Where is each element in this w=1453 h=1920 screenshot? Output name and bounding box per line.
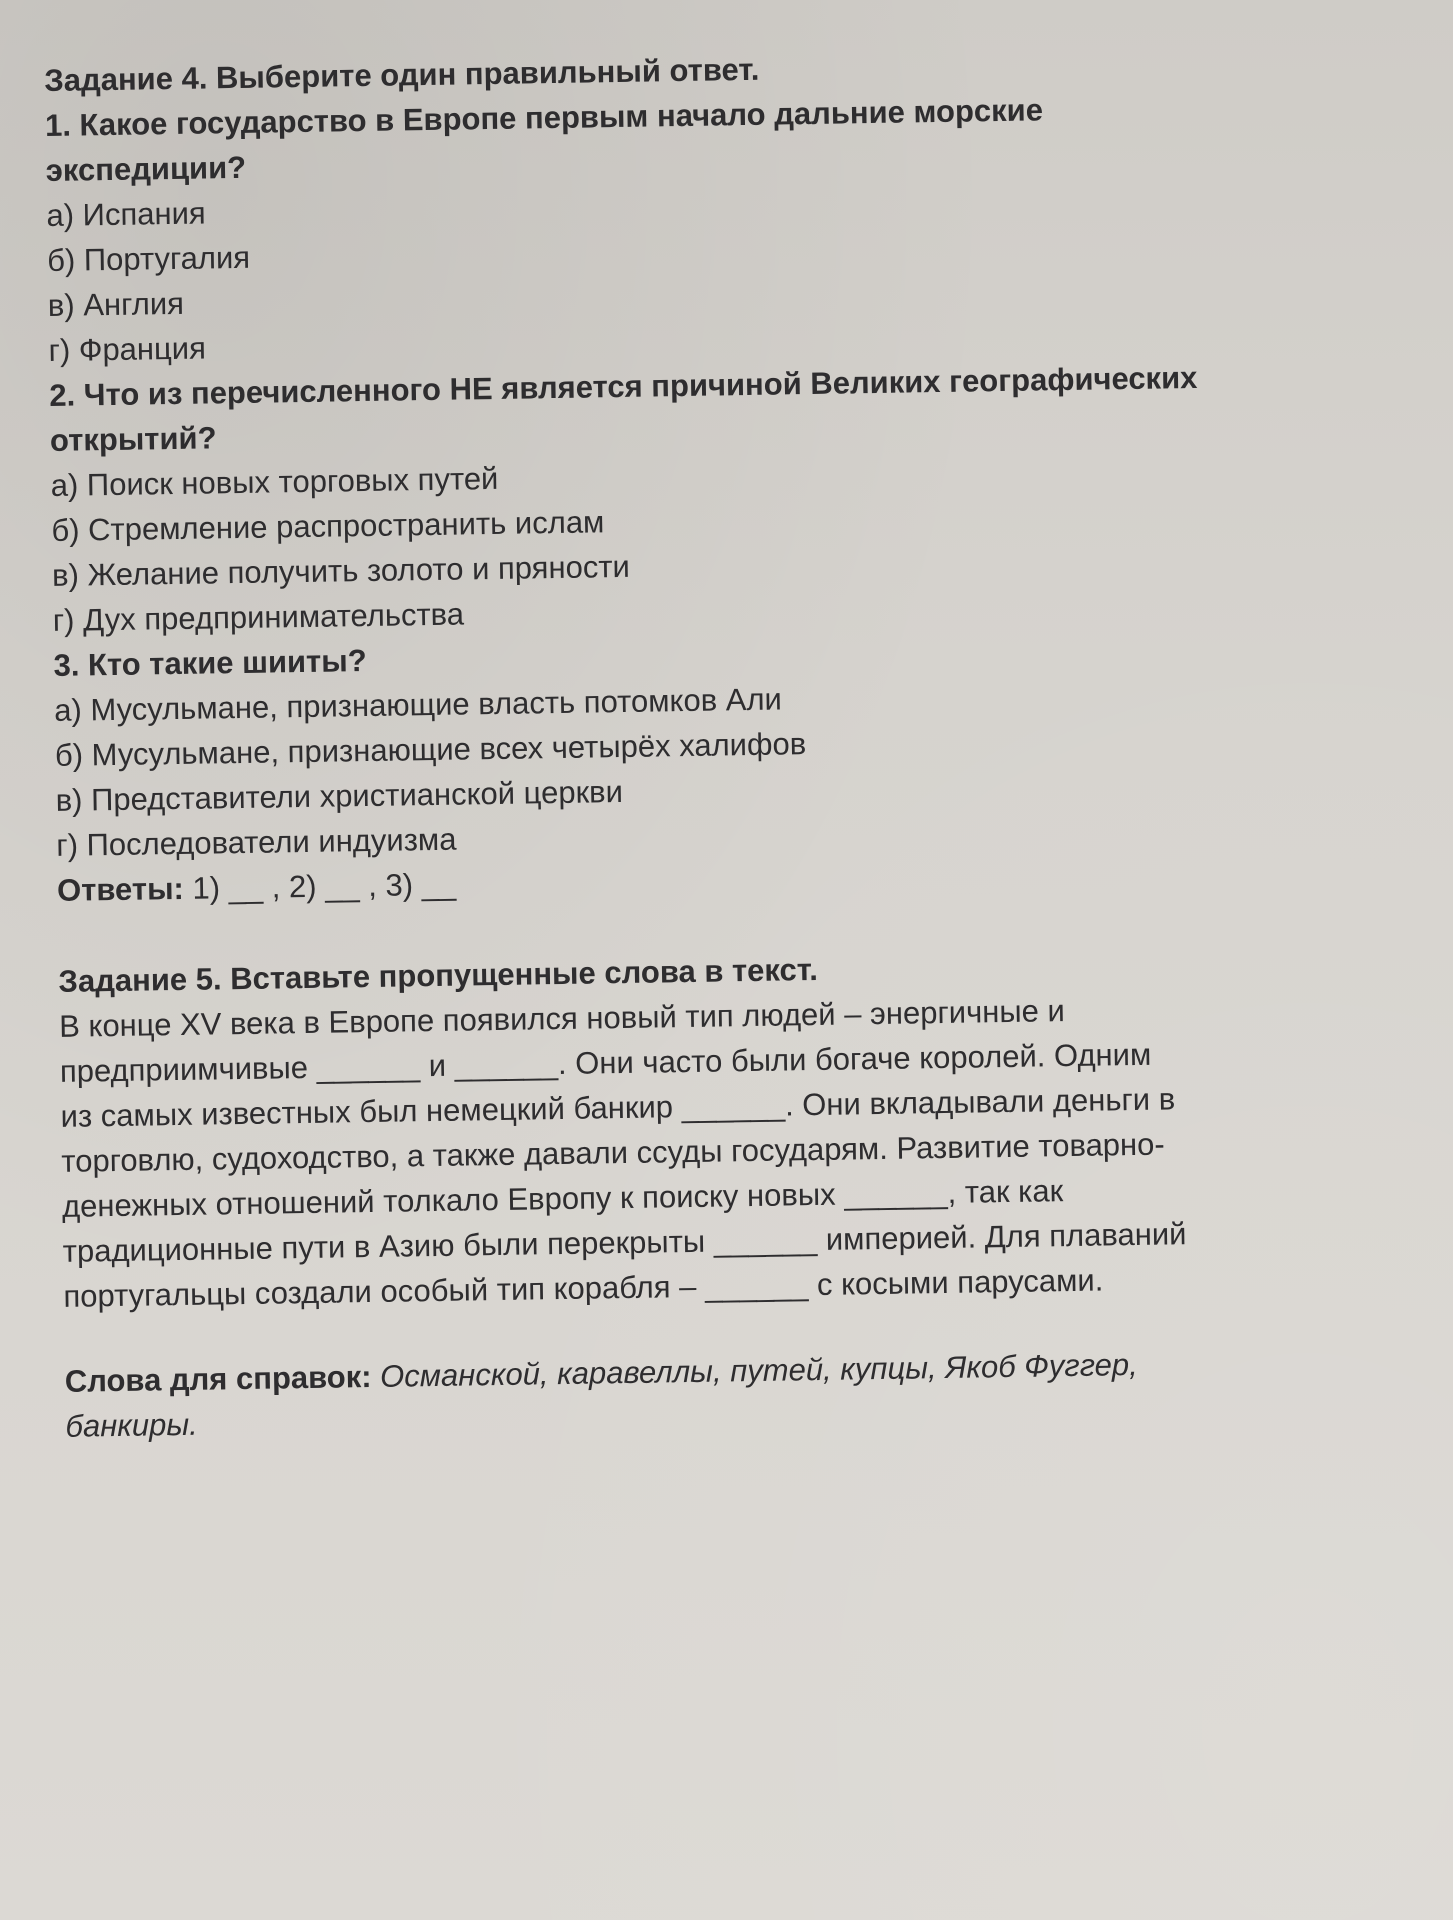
q2-option-c: в) Желание получить золото и пряности: [51, 548, 631, 593]
task5-text-line: В конце XV века в Европе появился новый тип людей – энергичные и: [58, 993, 1066, 1044]
q3-text: 3. Кто такие шииты?: [53, 643, 367, 683]
reference-words-label: Слова для справок:: [64, 1359, 372, 1399]
reference-words-list-cont: банкиры.: [65, 1406, 199, 1444]
task5-text-line: традиционные пути в Азию были перекрыты ______ империей. Для плаваний: [62, 1216, 1187, 1269]
q1-option-a: а) Испания: [46, 195, 206, 233]
q2-option-d: г) Дух предпринимательства: [52, 596, 465, 638]
q2-option-a: а) Поиск новых торговых путей: [50, 460, 499, 503]
q2-text-line1: 2. Что из перечисленного НЕ является причиной Великих географических: [49, 359, 1198, 413]
answers-label: Ответы:: [56, 870, 185, 908]
q1-text-line1: 1. Какое государство в Европе первым начало дальние морские: [44, 92, 1044, 143]
q3-option-d: г) Последователи индуизма: [56, 821, 457, 863]
task5-text-line: денежных отношений толкало Европу к поиску новых ______, так как: [61, 1173, 1064, 1224]
task5-text-line: торговлю, судоходство, а также давали ссуды государям. Развитие товарно-: [61, 1126, 1165, 1179]
worksheet-content: [44, 36, 1436, 1448]
task5-text-line: португальцы создали особый тип корабля – ______ с косыми парусами.: [63, 1262, 1104, 1314]
answers-blanks: 1) __ , 2) __ , 3) __: [192, 866, 457, 906]
q1-text-line2: экспедиции?: [45, 149, 247, 188]
q3-option-a: а) Мусульмане, признающие власть потомков Али: [53, 681, 783, 728]
q1-option-b: б) Португалия: [46, 239, 251, 278]
q2-option-b: б) Стремление распространить ислам: [51, 504, 605, 548]
task5-title: Задание 5. Вставьте пропущенные слова в текст.: [58, 951, 819, 999]
reference-words-list: Османской, каравеллы, путей, купцы, Якоб Фуггер,: [379, 1346, 1138, 1394]
task5-text-line: предприимчивые ______ и ______. Они часто были богаче королей. Одним: [59, 1036, 1152, 1089]
q3-option-c: в) Представители христианской церкви: [55, 774, 624, 818]
q2-text-line2: открытий?: [49, 420, 217, 458]
q1-option-c: в) Англия: [47, 285, 185, 323]
q3-option-b: б) Мусульмане, признающие всех четырёх халифов: [54, 726, 807, 773]
task5-text-line: из самых известных был немецкий банкир ______. Они вкладывали деньги в: [60, 1081, 1176, 1134]
task4-title: Задание 4. Выберите один правильный ответ.: [44, 51, 760, 98]
q1-option-d: г) Франция: [48, 330, 207, 368]
